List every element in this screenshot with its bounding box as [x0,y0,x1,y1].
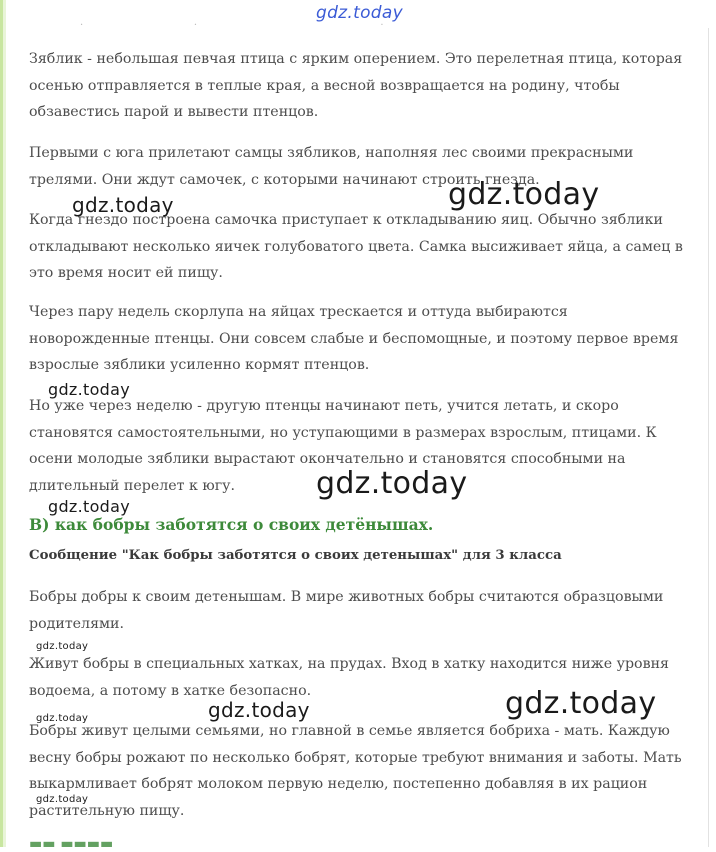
watermark-tiny: gdz.today [36,794,89,805]
watermark-small: gdz.today [48,497,130,516]
section-heading-beavers: В) как бобры заботятся о своих детёнышах. [29,515,434,534]
paragraph-chaffinch-growth: Но уже через неделю - другую птенцы начинают петь, учится летать, и скоро становятся самостоятельными, но уступающими в размерах взрослым, птицами. К осени молодые зяблики вырастают окончательно и становятся способными на длительный перелет к югу. [29,398,657,494]
paragraph-chaffinch-males: Первыми с юга прилетают самцы зябликов, наполняя лес своими прекрасными трелями. Они ждут самочек, с которыми начинают строить гнезда. [29,145,634,188]
watermark-small: gdz.today [48,380,130,399]
watermark-large: gdz.today [448,177,600,212]
paragraph-beaver-parents: Бобры добры к своим детенышам. В мире животных бобры считаются образцовыми родителями. [29,589,664,632]
right-border-line [708,28,709,847]
paragraph-chaffinch-intro: Зяблик - небольшая певчая птица с ярким оперением. Это перелетная птица, которая осенью отправляется в теплые края, а весной возвращается на родину, чтобы обзавестись парой и вывести птенцов. [29,51,683,120]
cut-off-text-top: · · · [80,20,386,31]
paragraph-beaver-family: Бобры живут целыми семьями, но главной в семье является бобриха - мать. Каждую весну бобры рожают по несколько бобрят, которые требуют внимания и заботы. Мать выкармливает бобрят молоком первую неделю, постепенно добавляя в их рацион растительную пищу. [29,723,682,819]
watermark-medium: gdz.today [72,193,174,217]
watermark-tiny: gdz.today [36,641,89,652]
paragraph-chaffinch-eggs: Когда гнездо построена самочка приступает к откладыванию яиц. Обычно зяблики откладывают несколько яичек голубоватого цвета. Самка высиживает яйца, а самец в это время носит ей пищу. [29,212,683,281]
left-decorative-stripe [0,0,6,847]
cut-off-heading-bottom: ▬▬ ▬▬▬▬ [29,836,114,852]
paragraph-chaffinch-chicks: Через пару недель скорлупа на яйцах трескается и оттуда выбираются новорожденные птенцы. Они совсем слабые и беспомощные, и поэтому первое время взрослые зяблики усиленно кормят птенцов. [29,304,679,373]
watermark-tiny: gdz.today [36,713,89,724]
watermark-large: gdz.today [316,466,468,501]
watermark-top: gdz.today [316,3,403,23]
section-subheading-beavers: Сообщение "Как бобры заботятся о своих детенышах" для 3 класса [29,548,562,563]
watermark-large: gdz.today [505,686,657,721]
paragraph-beaver-lodge: Живут бобры в специальных хатках, на прудах. Вход в хатку находится ниже уровня водоема, а потому в хатке безопасно. [29,656,669,699]
watermark-medium: gdz.today [208,698,310,722]
